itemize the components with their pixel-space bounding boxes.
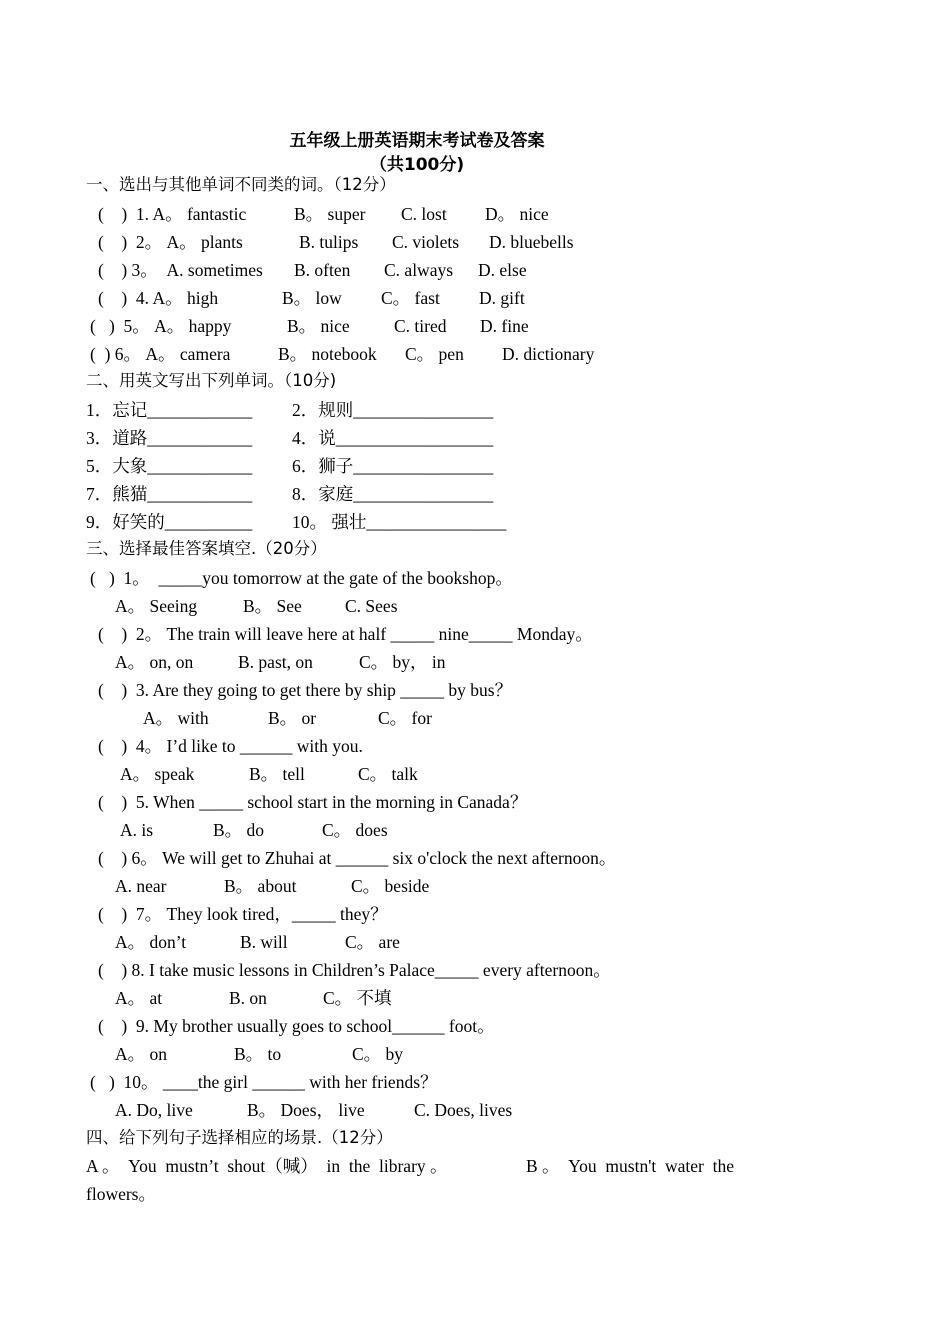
option-b: B。 about [224, 876, 297, 896]
item-stem: ( ) 1. A。 fantastic [98, 204, 247, 224]
option-b: B. will [240, 932, 288, 952]
option-c: C. lost [401, 204, 447, 224]
option-a: A。 at [115, 988, 163, 1008]
vocab-left: 3．道路____________ [86, 428, 253, 448]
item-stem: ( ) 6。 A。 camera [90, 344, 231, 364]
page-subtitle: （共100分) [369, 155, 465, 175]
question-stem: ( ) 6。 We will get to Zhuhai at ______ six o'clock the next afternoon。 [98, 848, 617, 868]
vocab-left: 1．忘记____________ [86, 400, 253, 420]
question-stem: ( ) 9. My brother usually goes to school______ foot。 [98, 1016, 495, 1036]
option-c: C。 fast [381, 288, 440, 308]
question-stem: ( ) 3. Are they going to get there by ship _____ by bus？ [98, 680, 513, 700]
option-c: C。 pen [405, 344, 464, 364]
option-b: B. often [294, 260, 351, 280]
option-c: C。 beside [351, 876, 430, 896]
option-b: B。 low [282, 288, 342, 308]
section4-heading: 四、给下列句子选择相应的场景.（12分） [86, 1128, 393, 1147]
option-a: A. near [115, 876, 167, 896]
option-c: C。 does [322, 820, 388, 840]
question-stem: ( ) 2。 The train will leave here at half _____ nine_____ Monday。 [98, 624, 593, 644]
option-c: C。 talk [358, 764, 418, 784]
option-c: C。 不填 [323, 988, 392, 1008]
vocab-right: 2．规则________________ [292, 400, 494, 420]
option-c: C。 for [378, 708, 432, 728]
item-stem: ( ) 5。 A。 happy [90, 316, 232, 336]
scenario-b-continued: flowers。 [86, 1184, 156, 1204]
vocab-left: 5．大象____________ [86, 456, 253, 476]
option-b: B。 See [243, 596, 302, 616]
option-b: B。 do [213, 820, 265, 840]
option-b: B。 to [234, 1044, 282, 1064]
option-d: D. dictionary [502, 344, 595, 364]
vocab-left: 9．好笑的__________ [86, 512, 253, 532]
option-c: C. Does, lives [414, 1100, 513, 1120]
option-b: B. tulips [299, 232, 359, 252]
vocab-right: 6．狮子________________ [292, 456, 494, 476]
question-stem: ( ) 8. I take music lessons in Children’s Palace_____ every afternoon。 [98, 960, 611, 980]
option-d: D。 nice [485, 204, 549, 224]
option-c: C. violets [392, 232, 460, 252]
option-a: A。 on [115, 1044, 168, 1064]
option-a: A. Do, live [115, 1100, 193, 1120]
section2-heading: 二、用英文写出下列单词。（10分) [86, 371, 337, 390]
vocab-left: 7．熊猫____________ [86, 484, 253, 504]
item-stem: ( ) 3。 A. sometimes [98, 260, 263, 280]
option-a: A。 Seeing [115, 596, 198, 616]
option-c: C。 are [345, 932, 400, 952]
item-stem: ( ) 2。 A。 plants [98, 232, 243, 252]
vocab-right: 4．说__________________ [292, 428, 494, 448]
question-stem: ( ) 5. When _____ school start in the morning in Canada？ [98, 792, 528, 812]
question-stem: ( ) 1。 _____you tomorrow at the gate of the bookshop。 [90, 568, 513, 588]
option-d: D. fine [480, 316, 529, 336]
section1-heading: 一、选出与其他单词不同类的词。（12分） [86, 175, 396, 194]
option-a: A。 with [143, 708, 209, 728]
option-b: B。 super [294, 204, 366, 224]
option-a: A。 on, on [115, 652, 194, 672]
scenario-a: A 。 You mustn’t shout（喊） in the library 。 [86, 1156, 448, 1176]
question-stem: ( ) 7。 They look tired，_____ they？ [98, 904, 388, 924]
option-c: C. tired [394, 316, 447, 336]
section3-heading: 三、选择最佳答案填空.（20分） [86, 539, 327, 558]
option-b: B。 tell [249, 764, 305, 784]
option-b: B。 nice [287, 316, 350, 336]
option-a: A。 speak [120, 764, 195, 784]
option-b: B。 or [268, 708, 317, 728]
option-b: B. on [229, 988, 267, 1008]
option-a: A. is [120, 820, 154, 840]
vocab-right: 8．家庭________________ [292, 484, 494, 504]
option-b: B。 Does， live [247, 1100, 365, 1120]
option-c: C。 by [352, 1044, 404, 1064]
option-b: B. past, on [238, 652, 313, 672]
option-d: D. bluebells [489, 232, 574, 252]
option-d: D. else [478, 260, 527, 280]
page-title: 五年级上册英语期末考试卷及答案 [289, 131, 545, 151]
scenario-b: B 。 You mustn't water the [526, 1156, 734, 1176]
item-stem: ( ) 4. A。 high [98, 288, 219, 308]
option-d: D. gift [479, 288, 525, 308]
option-c: C. Sees [345, 596, 398, 616]
vocab-right: 10。 强壮________________ [292, 512, 507, 532]
option-c: C。 by， in [359, 652, 446, 672]
option-b: B。 notebook [278, 344, 377, 364]
option-a: A。 don’t [115, 932, 187, 952]
option-c: C. always [384, 260, 454, 280]
question-stem: ( ) 10。 ____the girl ______ with her friends？ [90, 1072, 438, 1092]
question-stem: ( ) 4。 I’d like to ______ with you. [98, 736, 363, 756]
